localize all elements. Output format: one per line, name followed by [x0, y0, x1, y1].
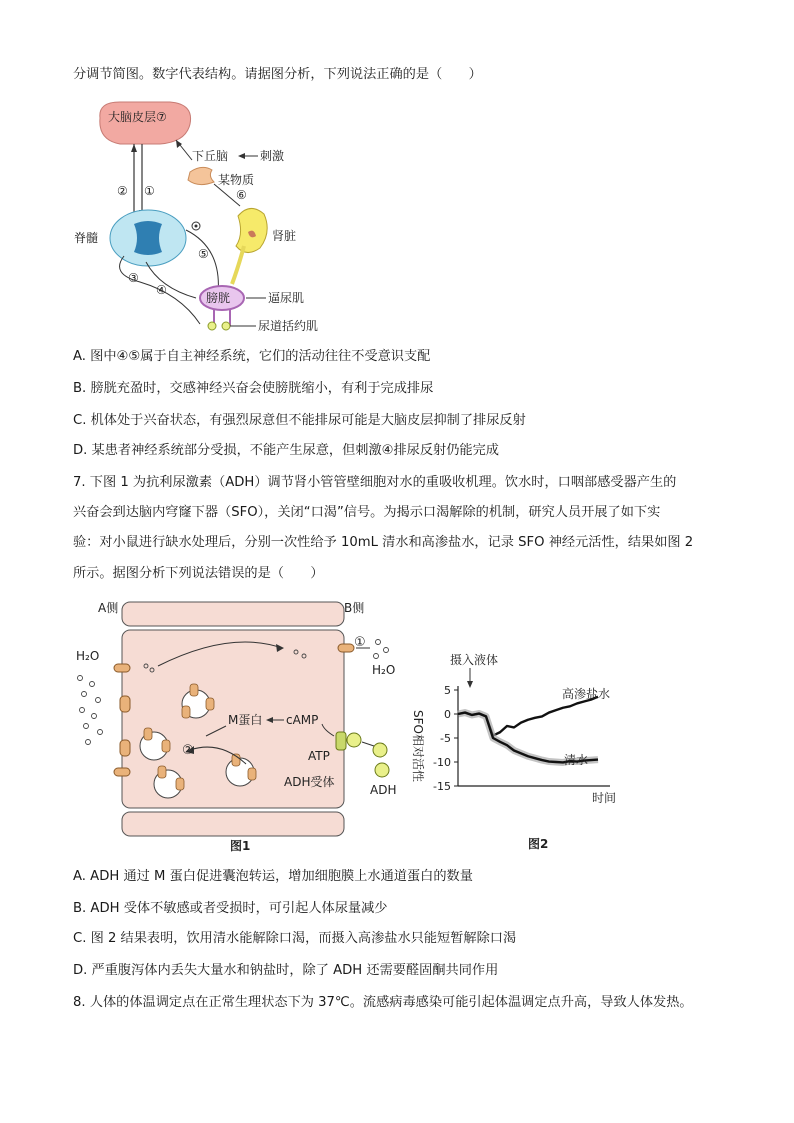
label-camp: cAMP	[286, 713, 319, 727]
label-n1: ①	[144, 184, 155, 198]
label-bladder: 膀胱	[206, 291, 231, 305]
chart-y-tick-label: 5	[444, 684, 451, 697]
label-side-a: A侧	[98, 601, 119, 615]
chart-y-tick-label: -15	[433, 780, 451, 793]
q7-option-a: A. ADH 通过 M 蛋白促进囊泡转运，增加细胞膜上水通道蛋白的数量	[73, 869, 473, 884]
label-spinal-cord: 脊髓	[74, 231, 99, 245]
label-stimulus: 刺激	[260, 149, 285, 163]
cell-top	[122, 602, 344, 626]
q6-stem: 分调节简图。数字代表结构。请据图分析，下列说法正确的是（ ）	[73, 67, 482, 82]
label-water-right: H₂O	[372, 663, 396, 677]
q6-option-a: A. 图中④⑤属于自主神经系统，它们的活动往往不受意识支配	[73, 349, 431, 364]
label-side-b: B侧	[344, 601, 365, 615]
label-atp: ATP	[308, 749, 330, 763]
q8-stem: 8. 人体的体温调定点在正常生理状态下为 37℃。流感病毒感染可能引起体温调定点升高，导致人体发热。	[73, 995, 693, 1010]
label-cortex: 大脑皮层⑦	[108, 110, 167, 124]
q6-option-c: C. 机体处于兴奋状态，有强烈尿意但不能排尿可能是大脑皮层抑制了排尿反射	[73, 413, 526, 428]
chart-y-tick-label: -10	[433, 756, 451, 769]
label-sphincter: 尿道括约肌	[258, 319, 319, 333]
chart-ylabel: SFO相对活性	[411, 710, 425, 782]
label-detrusor: 逼尿肌	[268, 291, 305, 305]
label-n2: ②	[117, 184, 128, 198]
label-n1: ①	[354, 635, 366, 650]
chart-annotation: 摄入液体	[450, 653, 499, 667]
chart-y-tick-label: 0	[444, 708, 451, 721]
label-receptor: ADH受体	[284, 775, 335, 789]
fig1-caption: 图1	[230, 839, 251, 853]
hypothalamus-shape	[188, 167, 214, 184]
label-n4: ④	[156, 283, 167, 297]
sfo-activity-chart	[400, 650, 640, 850]
q7-option-c: C. 图 2 结果表明，饮用清水能解除口渴，而摄入高渗盐水只能短暂解除口渴	[73, 931, 517, 946]
label-water-left: H₂O	[76, 649, 100, 663]
label-n5: ⑤	[198, 247, 209, 261]
label-adh: ADH	[370, 783, 397, 797]
label-n6: ⑥	[236, 188, 247, 202]
q7-stem-line-3: 验：对小鼠进行缺水处理后，分别一次性给予 10mL 清水和高渗盐水，记录 SFO 神经元活性，结果如图 2	[73, 535, 694, 550]
q7-stem-line-4: 所示。据图分析下列说法错误的是（ ）	[73, 566, 324, 581]
q6-option-d: D. 某患者神经系统部分受损，不能产生尿意，但刺激④排尿反射仍能完成	[73, 443, 499, 458]
label-m-protein: M蛋白	[228, 713, 263, 727]
fig2-caption: 图2	[528, 837, 549, 851]
q7-option-b: B. ADH 受体不敏感或者受损时，可引起人体尿量减少	[73, 901, 388, 916]
q7-stem-line-1: 7. 下图 1 为抗利尿激素（ADH）调节肾小管管壁细胞对水的重吸收机理。饮水时，口咽部感受器产生的	[73, 475, 677, 490]
kidney-shape	[236, 208, 267, 252]
label-hypothalamus: 下丘脑	[192, 149, 229, 163]
label-substance: 某物质	[218, 173, 255, 187]
q7-stem-line-2: 兴奋会到达脑内穹窿下器（SFO），关闭“口渴”信号。为揭示口渴解除的机制，研究人员开展了如下实	[73, 505, 661, 520]
label-kidney: 肾脏	[272, 229, 297, 243]
chart-y-tick-label: -5	[440, 732, 451, 745]
adh-mechanism-figure	[70, 600, 410, 853]
label-n2: ②	[182, 743, 194, 758]
q6-option-b: B. 膀胱充盈时，交感神经兴奋会使膀胱缩小，有利于完成排尿	[73, 381, 434, 396]
label-n3: ③	[128, 271, 139, 285]
series-label-water: 清水	[564, 753, 589, 767]
urination-regulation-figure	[74, 98, 350, 338]
chart-xlabel: 时间	[592, 791, 617, 805]
series-label-saline: 高渗盐水	[562, 687, 611, 701]
cell-bottom	[122, 812, 344, 836]
q7-option-d: D. 严重腹泻体内丢失大量水和钠盐时，除了 ADH 还需要醛固酮共同作用	[73, 963, 499, 978]
